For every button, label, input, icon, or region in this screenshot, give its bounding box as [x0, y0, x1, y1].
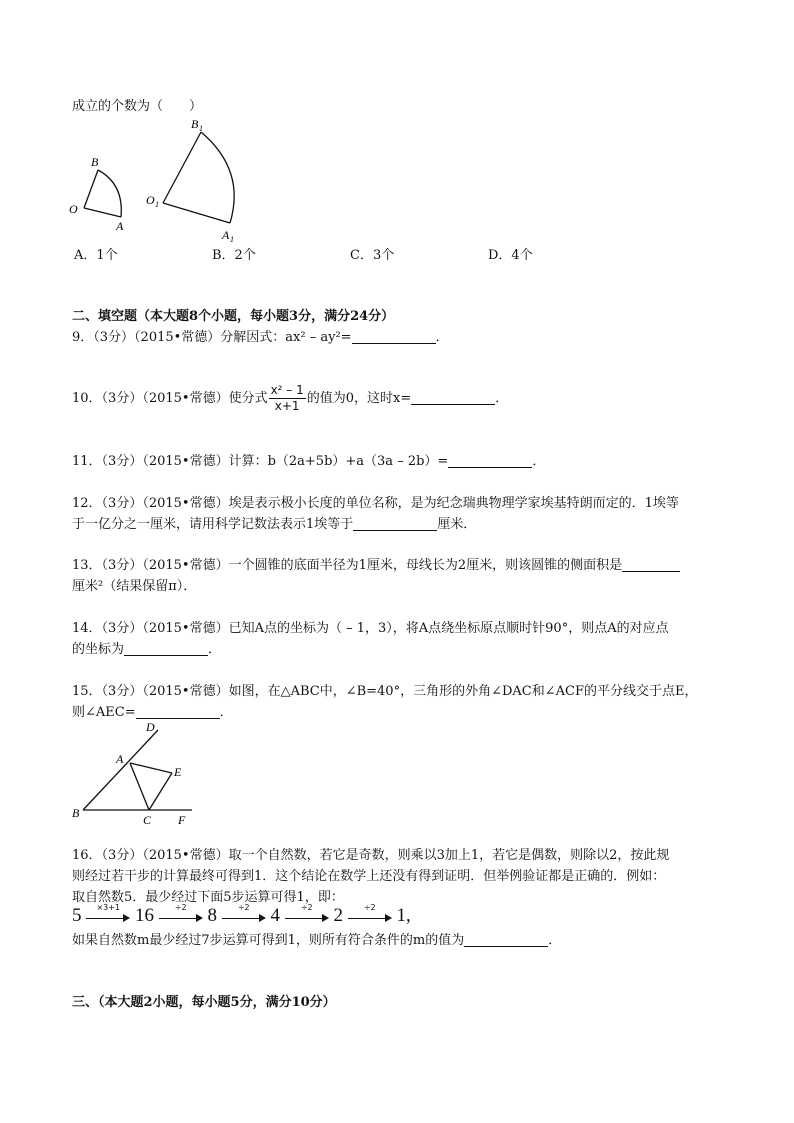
line-ac [130, 763, 149, 810]
section3-heading: 三、（本大题2小题，每小题5分，满分10分） [72, 995, 336, 1010]
q15-figure [66, 718, 202, 830]
line-ce [149, 773, 172, 810]
q10-suffix: 的值为0，这时x= [306, 391, 412, 406]
q11-blank [448, 453, 532, 468]
line-ae [130, 763, 172, 773]
q8-option-d: D．4个 [488, 248, 533, 263]
q10-fraction [269, 383, 306, 414]
seq-number: 4 [270, 904, 280, 926]
q14-blank [124, 641, 208, 656]
q10-blank [411, 390, 495, 405]
q16-blank [464, 932, 548, 947]
q16-line1: 16．（3分）（2015•常德）取一个自然数，若它是奇数，则乘以3加上1，若它是偶数，则除以2，按此规 [72, 848, 670, 863]
q9-text: 9．（3分）（2015•常德）分解因式：ax² – ay²= [72, 330, 352, 345]
seq-number: 16 [135, 904, 154, 926]
label-O1-sub: 1 [155, 200, 159, 209]
q14-line2 [72, 640, 221, 660]
label-O: O [69, 202, 78, 216]
q9-end: ． [435, 330, 449, 345]
seq-arrow: ×3+1 [86, 906, 130, 926]
q15-blank [136, 704, 220, 719]
q13-line2: 厘米²（结果保留π）． [72, 579, 197, 594]
q12-line2 [72, 515, 476, 535]
q13-line1-text: 13．（3分）（2015•常德）一个圆锥的底面半径为1厘米，母线长为2厘米，则该圆锥的侧面积是 [72, 558, 623, 573]
section2-heading: 二、填空题（本大题8个小题，每小题3分，满分24分） [72, 309, 395, 324]
label-A1: A [222, 228, 230, 242]
q16-line4 [72, 931, 561, 951]
label-F: F [178, 813, 186, 827]
q8-option-a: A．1个 [74, 248, 118, 263]
q14-line1: 14．（3分）（2015•常德）已知A点的坐标为（ – 1，3），将A点绕坐标原点顺时针90°，则点A的对应点 [72, 621, 669, 636]
label-B: B [91, 155, 99, 169]
label-E: E [174, 765, 182, 779]
q15-line1: 15．（3分）（2015•常德）如图，在△ABC中，∠B=40°，三角形的外角∠DAC和∠ACF的平分线交于点E， [72, 684, 698, 699]
q11-text: 11．（3分）（2015•常德）计算：b（2a+5b）+a（3a – 2b）= [72, 454, 449, 469]
q14-line2a: 的坐标为 [72, 642, 125, 657]
label-A: A [116, 752, 124, 766]
line-bd [83, 730, 158, 810]
label-B: B [72, 806, 80, 820]
label-D: D [146, 720, 155, 734]
seq-arrow: ÷2 [222, 906, 266, 926]
q8-figure [60, 112, 260, 244]
q9-blank [352, 329, 436, 344]
q15-line2a: 则∠AEC= [72, 705, 136, 720]
q10-prefix: 10．（3分）（2015•常德）使分式 [72, 391, 268, 406]
seq-number: 5 [72, 904, 82, 926]
q12-blank [353, 516, 437, 531]
q12-line2b: 厘米． [437, 517, 477, 532]
q15-end: ． [219, 705, 233, 720]
q10-end: ． [495, 391, 509, 406]
seq-number: 1, [396, 904, 411, 926]
q10 [72, 380, 508, 418]
seq-number: 8 [207, 904, 217, 926]
q11 [72, 452, 545, 472]
label-B1: B [191, 117, 199, 131]
seq-number: 2 [333, 904, 343, 926]
q16-sequence [72, 904, 411, 927]
q11-end: ． [532, 454, 546, 469]
q16-line4a: 如果自然数m最少经过7步运算可得到1，则所有符合条件的m的值为 [72, 933, 465, 948]
q14-end: ． [208, 642, 222, 657]
large-sector [146, 117, 234, 244]
q10-numerator: x² – 1 [270, 383, 304, 397]
q13-blank [622, 557, 680, 572]
small-sector [69, 155, 124, 233]
q16-end: ． [548, 933, 562, 948]
q13-line1 [72, 556, 680, 576]
label-O1: O [146, 193, 155, 207]
q16-line3: 取自然数5．最少经过下面5步运算可得1，即： [72, 890, 344, 905]
q10-denominator: x+1 [274, 399, 300, 413]
label-A: A [116, 219, 124, 233]
q12-line1: 12．（3分）（2015•常德）埃是表示极小长度的单位名称，是为纪念瑞典物理学家埃基特朗而定的．1埃等 [72, 496, 679, 511]
seq-arrow: ÷2 [348, 906, 392, 926]
q12-line2a: 于一亿分之一厘米，请用科学记数法表示1埃等于 [72, 517, 354, 532]
q8-option-b: B．2个 [212, 248, 256, 263]
q9 [72, 328, 449, 348]
seq-arrow: ÷2 [285, 906, 329, 926]
label-A1-sub: 1 [230, 235, 234, 244]
q8-stem: 成立的个数为（ ） [72, 99, 203, 114]
seq-arrow: ÷2 [159, 906, 203, 926]
label-B1-sub: 1 [199, 124, 203, 133]
q16-line2: 则经过若干步的计算最终可得到1．这个结论在数学上还没有得到证明．但举例验证都是正确的．例如： [72, 869, 666, 884]
label-C: C [143, 813, 152, 827]
q8-option-c: C．3个 [350, 248, 395, 263]
